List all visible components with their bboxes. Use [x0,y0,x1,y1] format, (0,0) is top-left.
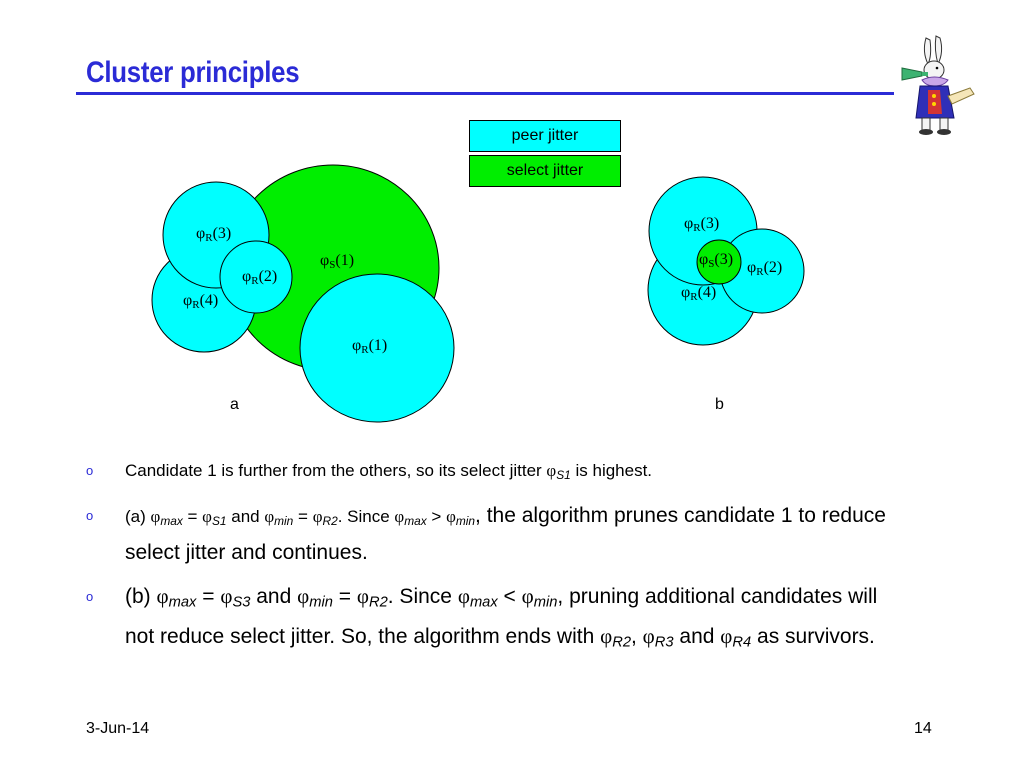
panel-label-b: b [715,396,724,413]
legend-peer-jitter: peer jitter [469,120,621,152]
footer-date: 3-Jun-14 [86,720,150,737]
slide-title: Cluster principles [86,56,300,89]
panel-label-a: a [230,396,239,413]
bullet-marker: o [86,588,94,604]
diagram-b [648,177,804,413]
bullet-marker: o [86,463,94,478]
label-r4: φR(4) [183,292,219,311]
label-r3-b: φR(3) [684,215,720,234]
label-s1: φS(1) [320,252,355,271]
legend-select-jitter: select jitter [469,155,621,187]
bullet-1: o Candidate 1 is further from the others, so its select jitter φS1 is highest. [86,456,886,490]
label-r4-b: φR(4) [681,284,717,303]
label-r1: φR(1) [352,337,388,356]
label-r3: φR(3) [196,225,232,244]
footer-page-number: 14 [914,720,932,737]
label-r2: φR(2) [242,268,278,287]
bullet-list [86,456,886,669]
bullet-3: o (b) φmax = φS3 and φmin = φR2. Since φmax < φmin, pruning additional candidates will not reduce select jitter. So, the algorithm ends with φR2, φR3 and φR4 as survivors. [86,580,886,659]
diagram-a [152,165,454,422]
bullet-2: o (a) φmax = φS1 and φmin = φR2. Since φmax > φmin, the algorithm prunes candidate 1 to reduce select jitter and continues. [86,500,886,570]
label-r2-b: φR(2) [747,259,783,278]
label-s3-b: φS(3) [699,251,734,270]
bullet-marker: o [86,507,94,523]
